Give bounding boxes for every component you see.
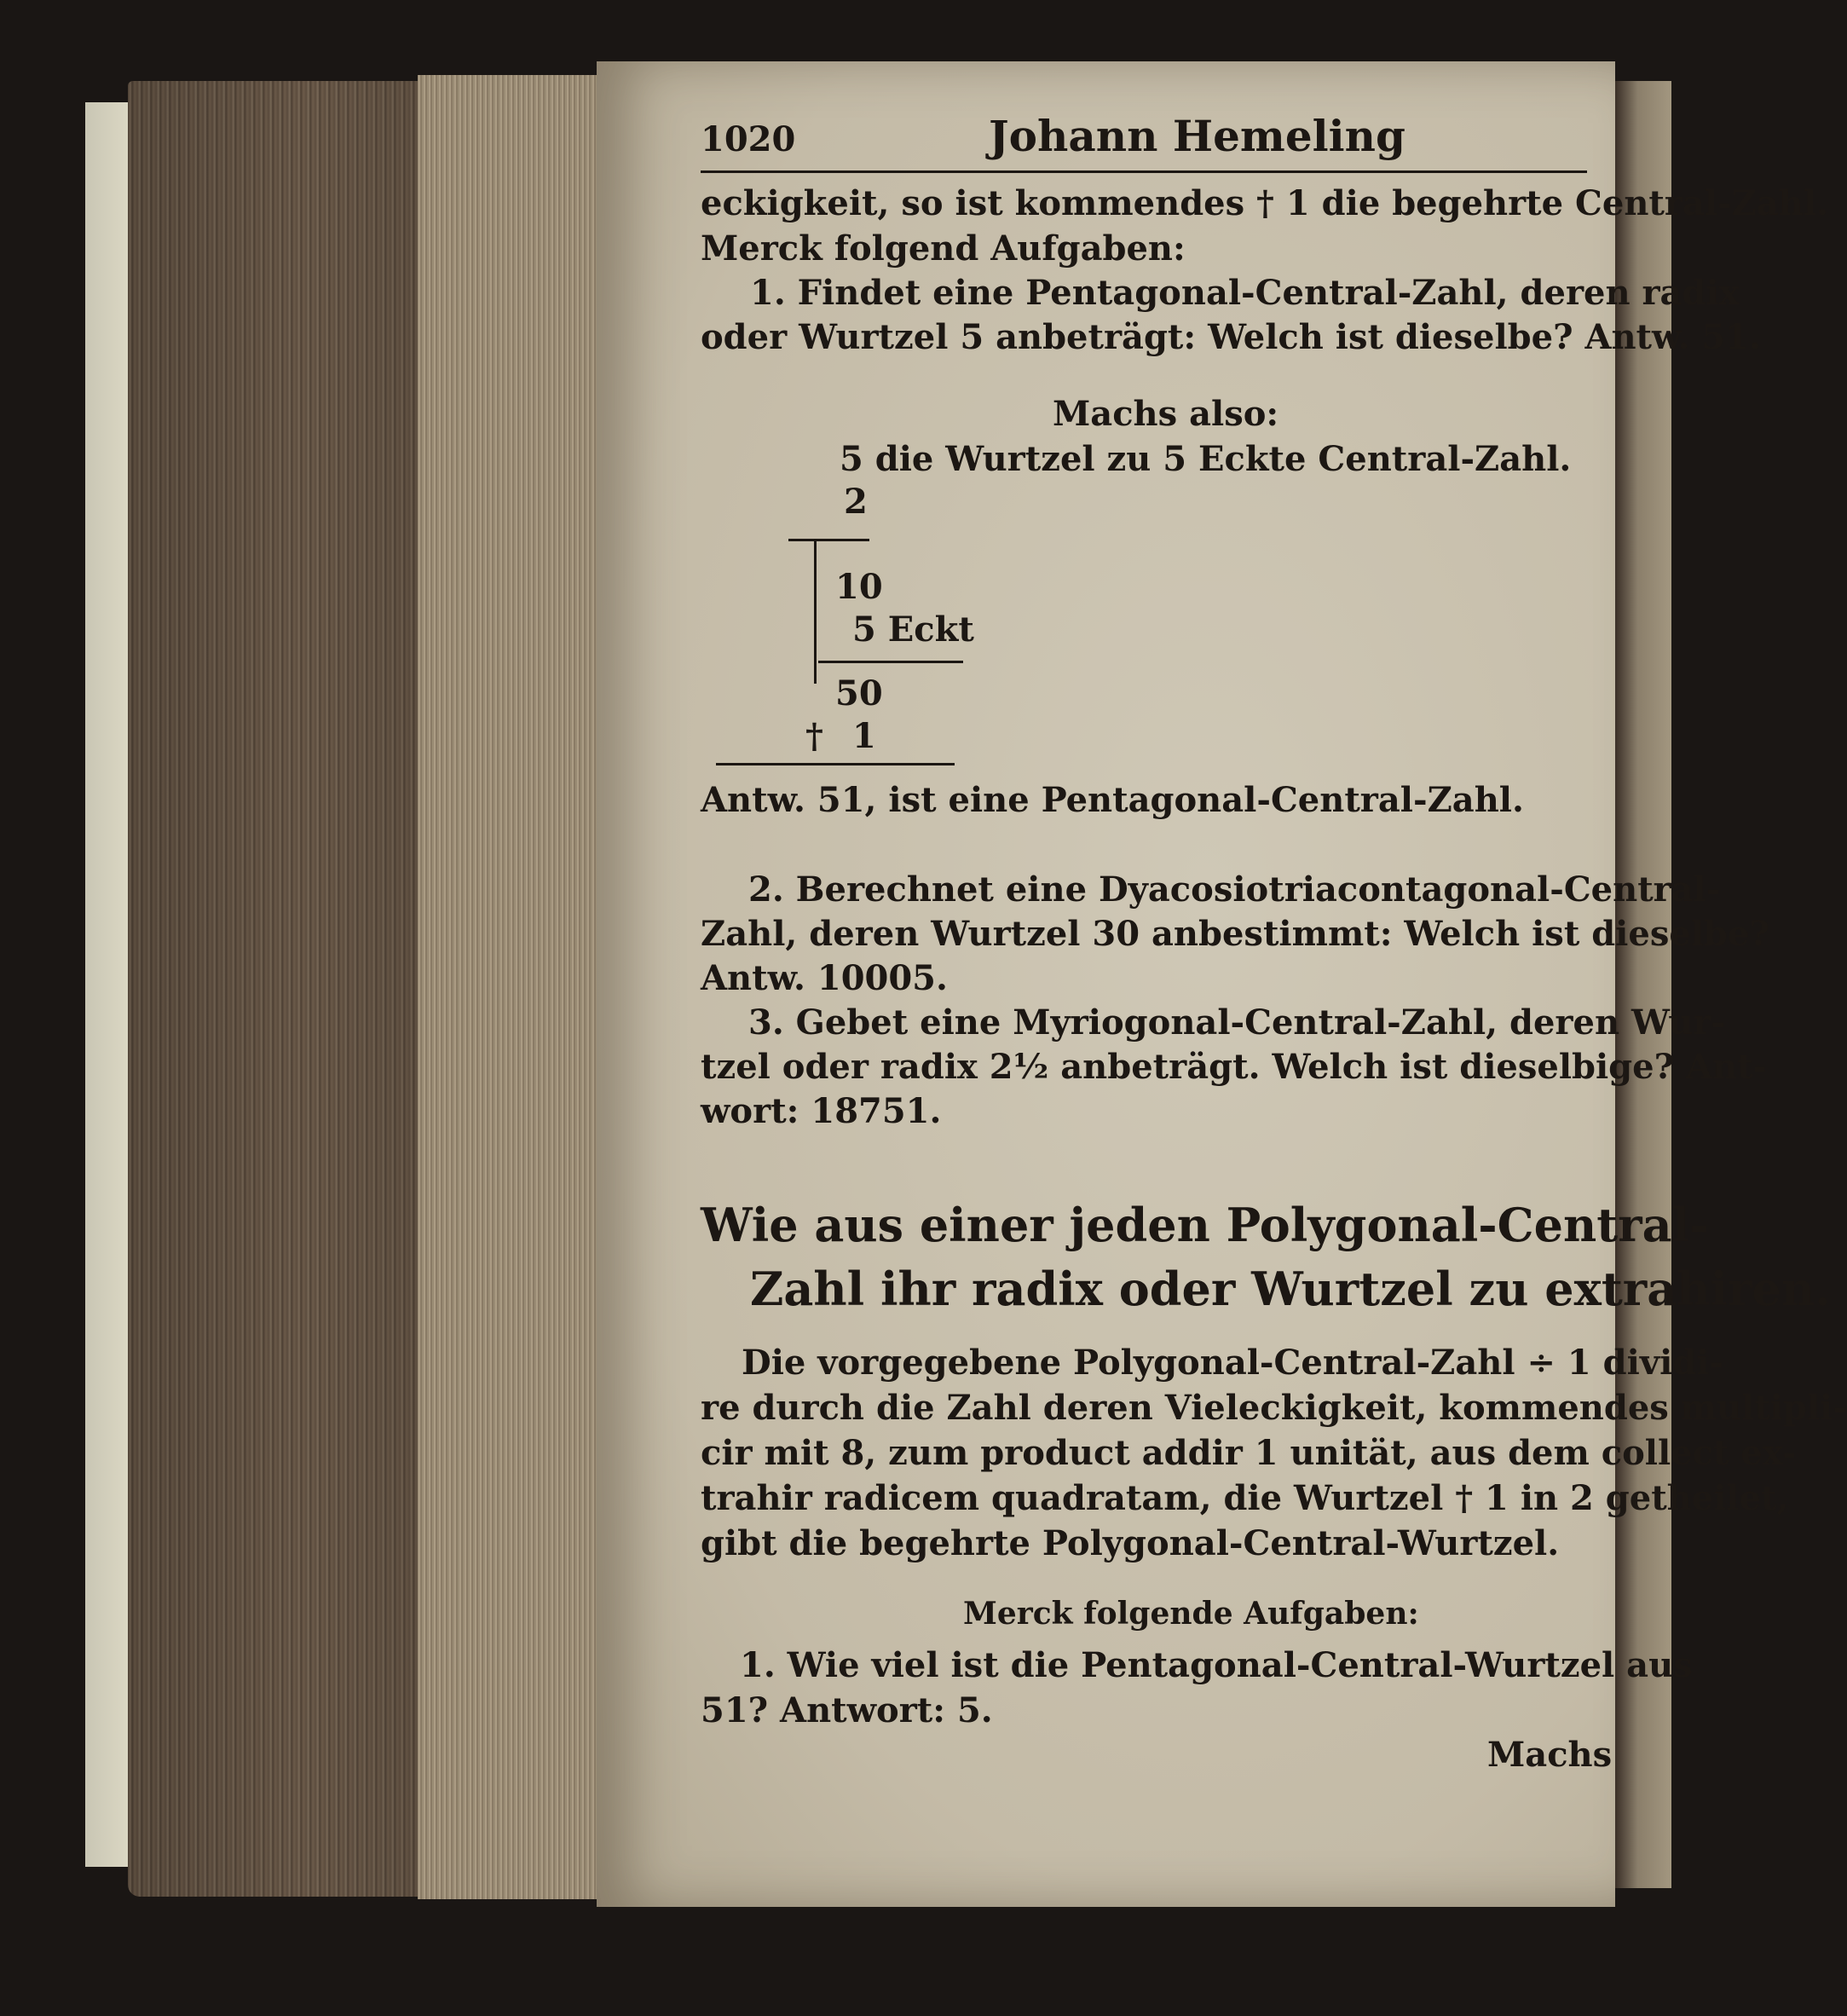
calc-row-3: 10	[835, 567, 883, 607]
running-title: Johann Hemeling	[989, 111, 1405, 161]
problem-2-line-1: 2. Berechnet eine Dyacosiotriacontagonal-Central-	[748, 869, 1721, 910]
problem-1-line-2: oder Wurtzel 5 anbeträgt: Welch ist dieselbe? Antw. 51.	[701, 317, 1761, 357]
rule-line-5: gibt die begehrte Polygonal-Central-Wurtzel.	[701, 1523, 1560, 1563]
calc-vertical-rule	[814, 539, 817, 684]
tasks-line-1: 1. Wie viel ist die Pentagonal-Central-Wurtzel aus	[740, 1645, 1693, 1685]
rule-line-3: cir mit 8, zum product addir 1 unität, aus dem collect ex-	[701, 1433, 1797, 1473]
header-rule	[701, 170, 1587, 173]
calc-rule-2	[818, 661, 963, 663]
calc-rule-1	[788, 539, 869, 541]
calc-row-2: 2	[844, 482, 868, 522]
calc-row-5: 50	[835, 673, 883, 713]
calc-title: Machs also:	[1053, 394, 1279, 434]
problem-3-line-1: 3. Gebet eine Myriogonal-Central-Zahl, deren Wur-	[748, 1002, 1726, 1043]
problem-2-line-3: Antw. 10005.	[701, 958, 948, 998]
calc-row-1: 5 die Wurtzel zu 5 Eckte Central-Zahl.	[840, 439, 1572, 479]
rule-line-2: re durch die Zahl deren Vieleckigkeit, kommendes multipli-	[701, 1388, 1847, 1428]
calc-plus-sign: †	[805, 716, 823, 756]
section-heading-line-1: Wie aus einer jeden Polygonal-Central-	[701, 1198, 1709, 1252]
calc-rule-3	[716, 763, 955, 765]
intro-line-1: eckigkeit, so ist kommendes † 1 die begehrte Central-Zahl.	[701, 183, 1828, 223]
problem-1-line-1: 1. Findet eine Pentagonal-Central-Zahl, deren radix	[750, 273, 1740, 313]
calc-row-6: 1	[852, 716, 876, 756]
catchword: Machs	[1487, 1735, 1613, 1775]
problem-2-line-2: Zahl, deren Wurtzel 30 anbestimmt: Welch ist dieselbe?	[701, 914, 1769, 954]
page-stack	[418, 75, 601, 1899]
problem-3-line-2: tzel oder radix 2½ anbeträgt. Welch ist dieselbige? Ant-	[701, 1047, 1768, 1087]
calc-row-4: 5 Eckt	[852, 609, 974, 650]
tasks-title: Merck folgende Aufgaben:	[963, 1596, 1419, 1632]
calc-answer: Antw. 51, ist eine Pentagonal-Central-Zahl.	[701, 780, 1524, 820]
rule-line-1: Die vorgegebene Polygonal-Central-Zahl ÷ 1 dividi-	[742, 1343, 1724, 1383]
tasks-line-2: 51? Antwort: 5.	[701, 1690, 993, 1730]
rule-line-4: trahir radicem quadratam, die Wurtzel † 1 in 2 getheilet,	[701, 1478, 1789, 1518]
intro-line-2: Merck folgend Aufgaben:	[701, 228, 1186, 269]
page-number: 1020	[701, 119, 796, 159]
section-heading-line-2: Zahl ihr radix oder Wurtzel zu extrahiren.	[750, 1262, 1831, 1316]
problem-3-line-3: wort: 18751.	[701, 1091, 942, 1131]
